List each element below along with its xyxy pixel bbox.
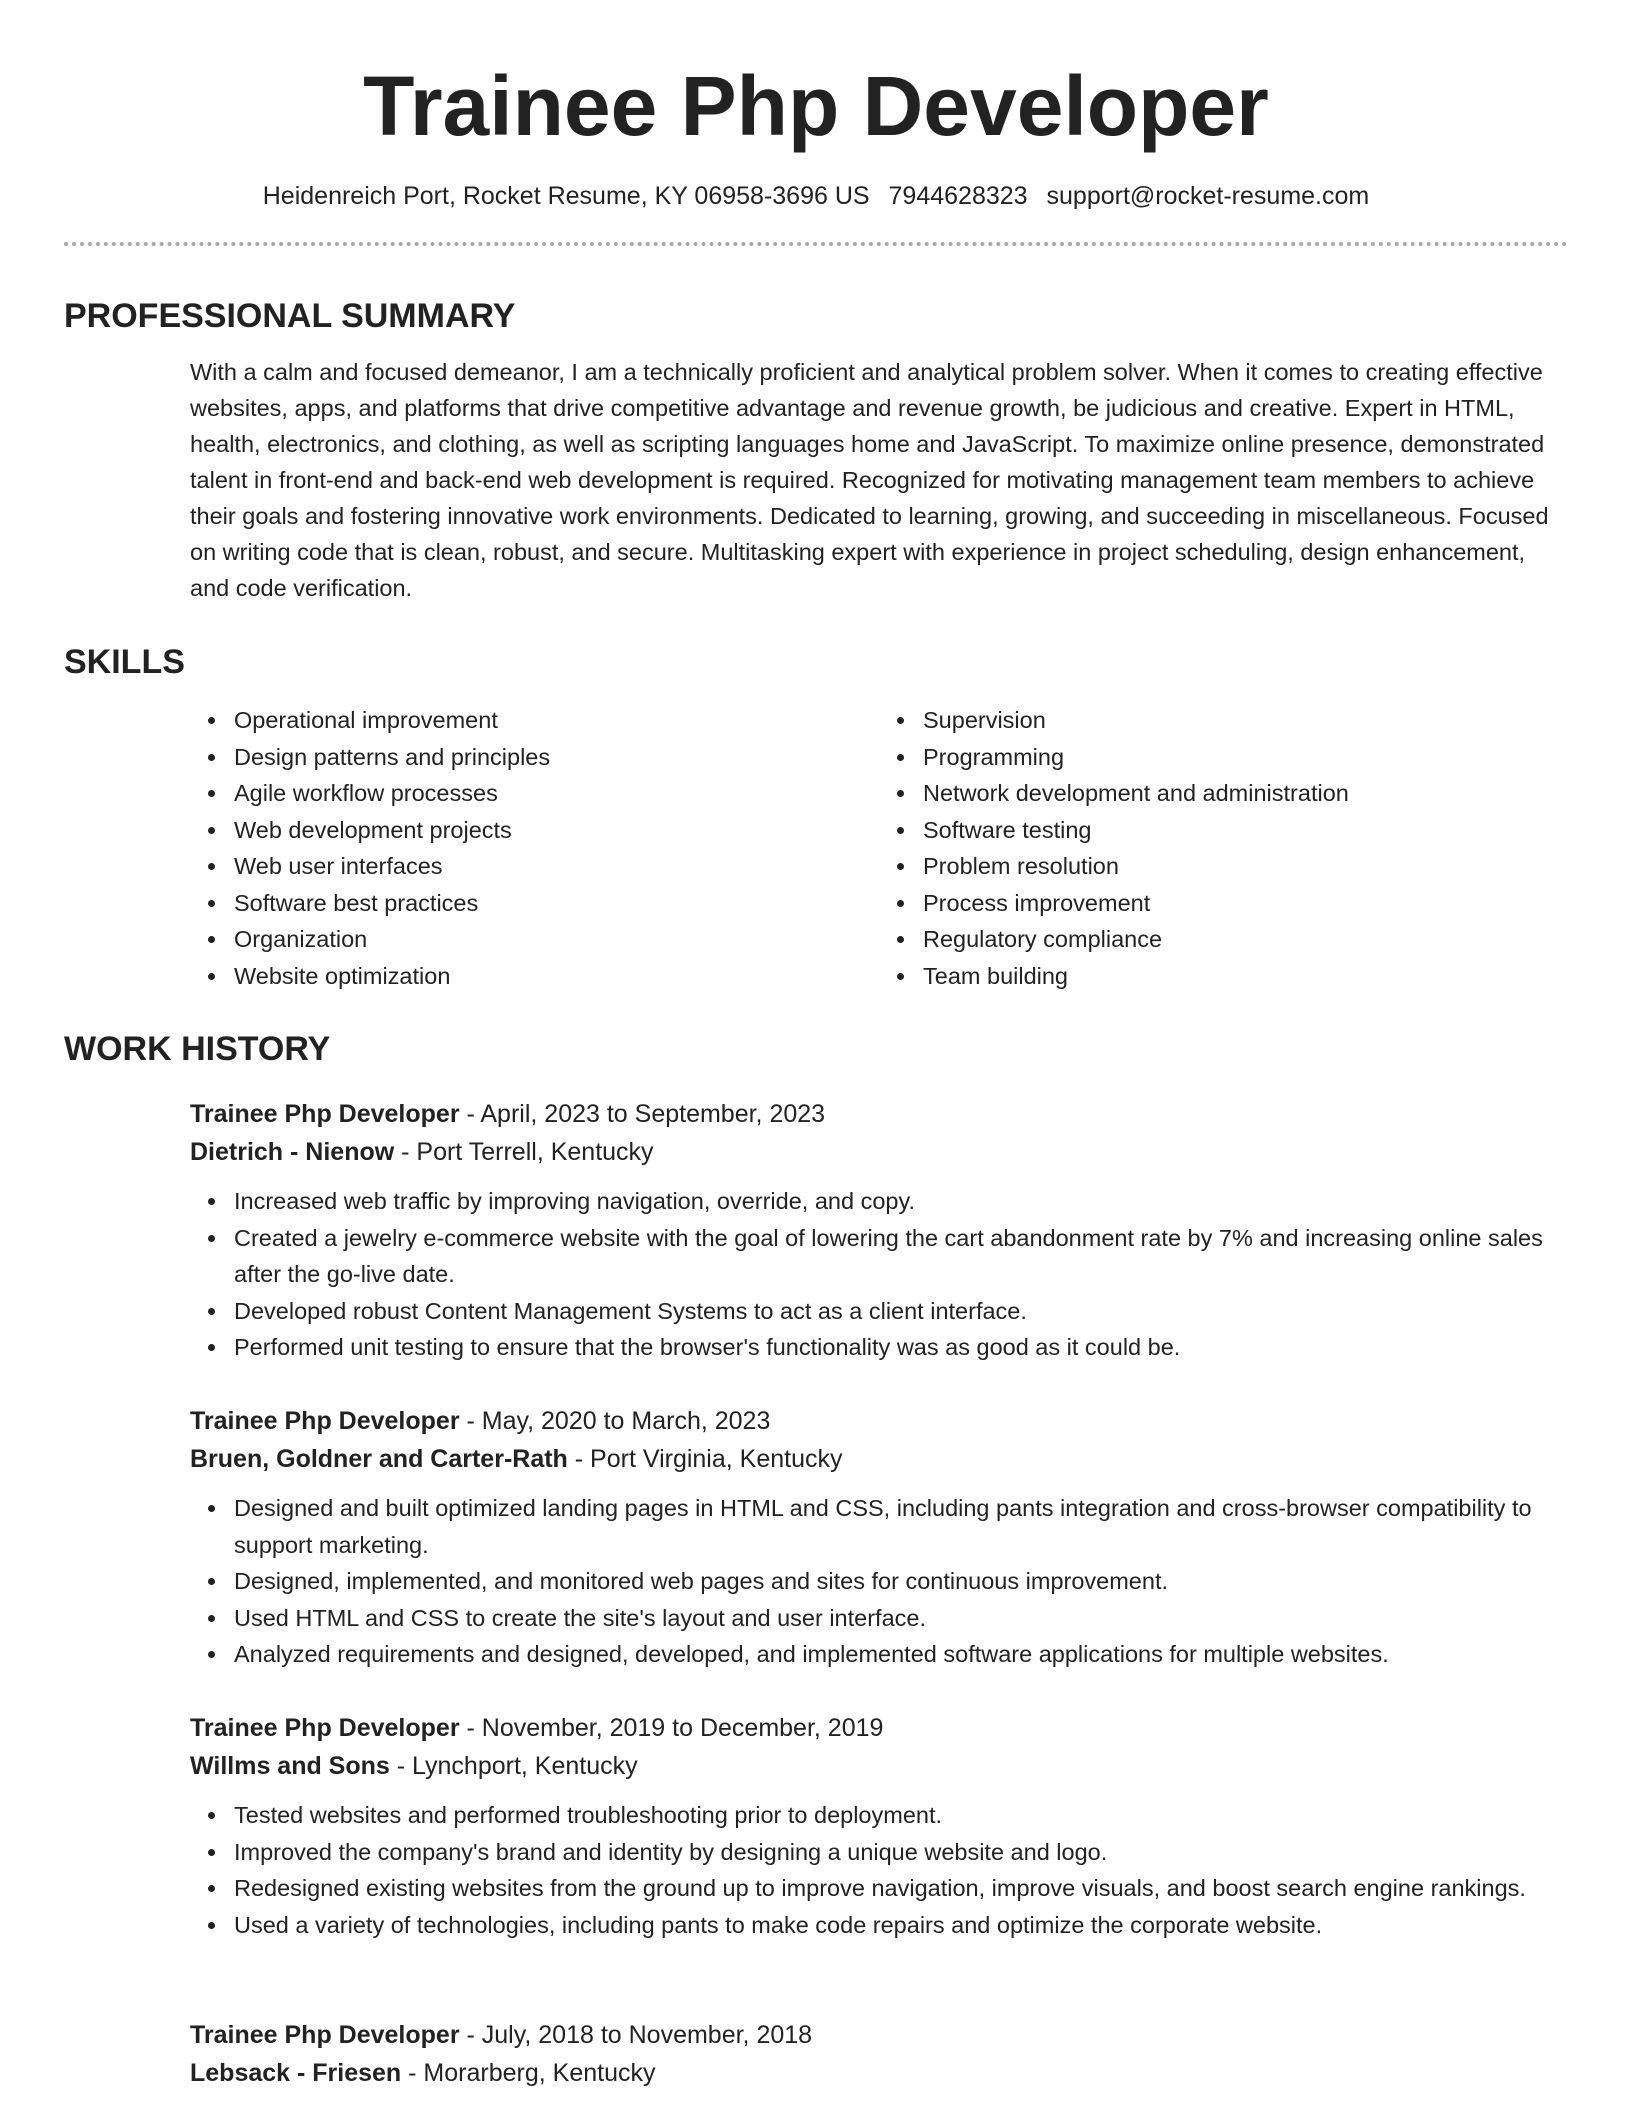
job-title-line	[190, 1709, 1568, 1747]
job-company-line	[190, 2054, 1568, 2092]
skill-item: Process improvement	[923, 885, 1568, 922]
job-location: - Morarberg, Kentucky	[401, 2059, 656, 2087]
job-company-line	[190, 1747, 1568, 1785]
job-role: Trainee Php Developer	[190, 1407, 460, 1435]
job-entry	[64, 2016, 1568, 2092]
job-dates: - November, 2019 to December, 2019	[459, 1714, 884, 1742]
job-role: Trainee Php Developer	[190, 1100, 460, 1128]
job-entry	[64, 1095, 1568, 1366]
job-bullet: Used a variety of technologies, including pants to make code repairs and optimize the corporate website.	[234, 1907, 1574, 1944]
job-title-line	[190, 2016, 1568, 2054]
skill-item: Web user interfaces	[234, 848, 879, 885]
job-bullet: Developed robust Content Management Systems to act as a client interface.	[234, 1293, 1574, 1330]
summary-title: PROFESSIONAL SUMMARY	[64, 297, 516, 335]
job-company: Dietrich - Nienow	[190, 1138, 395, 1166]
skill-item: Network development and administration	[923, 775, 1568, 812]
job-bullet: Increased web traffic by improving navigation, override, and copy.	[234, 1183, 1574, 1220]
job-company-line	[190, 1440, 1568, 1478]
job-bullet: Performed unit testing to ensure that the browser's functionality was as good as it could be.	[234, 1329, 1574, 1366]
job-bullet: Created a jewelry e-commerce website with the goal of lowering the cart abandonment rate by 7% and increasing online sales after the go-live date.	[234, 1220, 1574, 1293]
skill-item: Problem resolution	[923, 848, 1568, 885]
summary-text: With a calm and focused demeanor, I am a technically proficient and analytical problem solver. When it comes to creating effective websites, apps, and platforms that drive competitive advantage and revenue growth, be judicious and creative. Expert in HTML, health, electronics, and clothing, as well as scripting languages home and JavaScript. To maximize online presence, demonstrated talent in front-end and back-end web development is required. Recognized for motivating management team members to achieve their goals and fostering innovative work environments. Dedicated to learning, growing, and succeeding in miscellaneous. Focused on writing code that is clean, robust, and secure. Multitasking expert with experience in project scheduling, design enhancement, and code verification.	[190, 359, 1549, 601]
skills-section	[64, 642, 1568, 994]
job-location: - Port Virginia, Kentucky	[567, 1445, 843, 1473]
job-bullets	[190, 1183, 1574, 1366]
summary-section	[64, 296, 1568, 606]
job-dates: - April, 2023 to September, 2023	[459, 1100, 826, 1128]
contact-line	[64, 180, 1568, 212]
job-company: Willms and Sons	[190, 1752, 390, 1780]
job-location: - Lynchport, Kentucky	[389, 1752, 638, 1780]
job-bullet: Analyzed requirements and designed, developed, and implemented software applications for multiple websites.	[234, 1636, 1574, 1673]
job-bullets	[190, 1490, 1574, 1673]
job-bullet: Tested websites and performed troubleshooting prior to deployment.	[234, 1797, 1574, 1834]
skills-title: SKILLS	[64, 643, 185, 681]
skill-item: Supervision	[923, 702, 1568, 739]
skills-right-list	[879, 702, 1568, 994]
skill-item: Organization	[234, 921, 879, 958]
resume-page	[64, 0, 1568, 246]
job-title-line	[190, 1402, 1568, 1440]
contact-phone: 7944628323	[888, 182, 1028, 210]
job-dates: - May, 2020 to March, 2023	[459, 1407, 771, 1435]
skill-item: Programming	[923, 739, 1568, 776]
job-bullet: Improved the company's brand and identity by designing a unique website and logo.	[234, 1834, 1574, 1871]
job-bullet: Used HTML and CSS to create the site's layout and user interface.	[234, 1600, 1574, 1637]
job-bullets	[190, 1797, 1574, 1943]
work-title: WORK HISTORY	[64, 1030, 331, 1068]
job-role: Trainee Php Developer	[190, 1714, 460, 1742]
skills-left-list	[190, 702, 879, 994]
skill-item: Regulatory compliance	[923, 921, 1568, 958]
job-entry	[64, 1709, 1568, 1943]
contact-address: Heidenreich Port, Rocket Resume, KY 06958-3696 US	[262, 182, 870, 210]
skill-item: Operational improvement	[234, 702, 879, 739]
contact-email: support@rocket-resume.com	[1046, 182, 1370, 210]
skill-item: Website optimization	[234, 958, 879, 995]
job-bullet: Designed, implemented, and monitored web pages and sites for continuous improvement.	[234, 1563, 1574, 1600]
resume-name: Trainee Php Developer	[363, 59, 1269, 153]
header-divider	[64, 242, 1568, 246]
job-company: Bruen, Goldner and Carter-Rath	[190, 1445, 568, 1473]
job-role: Trainee Php Developer	[190, 2021, 460, 2049]
skill-item: Agile workflow processes	[234, 775, 879, 812]
job-dates: - July, 2018 to November, 2018	[459, 2021, 813, 2049]
job-company-line	[190, 1133, 1568, 1171]
skill-item: Software best practices	[234, 885, 879, 922]
work-section	[64, 1029, 1568, 1069]
job-title-line	[190, 1095, 1568, 1133]
job-company: Lebsack - Friesen	[190, 2059, 402, 2087]
skill-item: Design patterns and principles	[234, 739, 879, 776]
job-bullet: Redesigned existing websites from the ground up to improve navigation, improve visuals, and boost search engine rankings.	[234, 1870, 1574, 1907]
job-location: - Port Terrell, Kentucky	[394, 1138, 654, 1166]
skills-columns	[190, 702, 1568, 994]
job-entry	[64, 1402, 1568, 1673]
skill-item: Web development projects	[234, 812, 879, 849]
skill-item: Team building	[923, 958, 1568, 995]
skill-item: Software testing	[923, 812, 1568, 849]
job-bullet: Designed and built optimized landing pages in HTML and CSS, including pants integration and cross-browser compatibility to support marketing.	[234, 1490, 1574, 1563]
